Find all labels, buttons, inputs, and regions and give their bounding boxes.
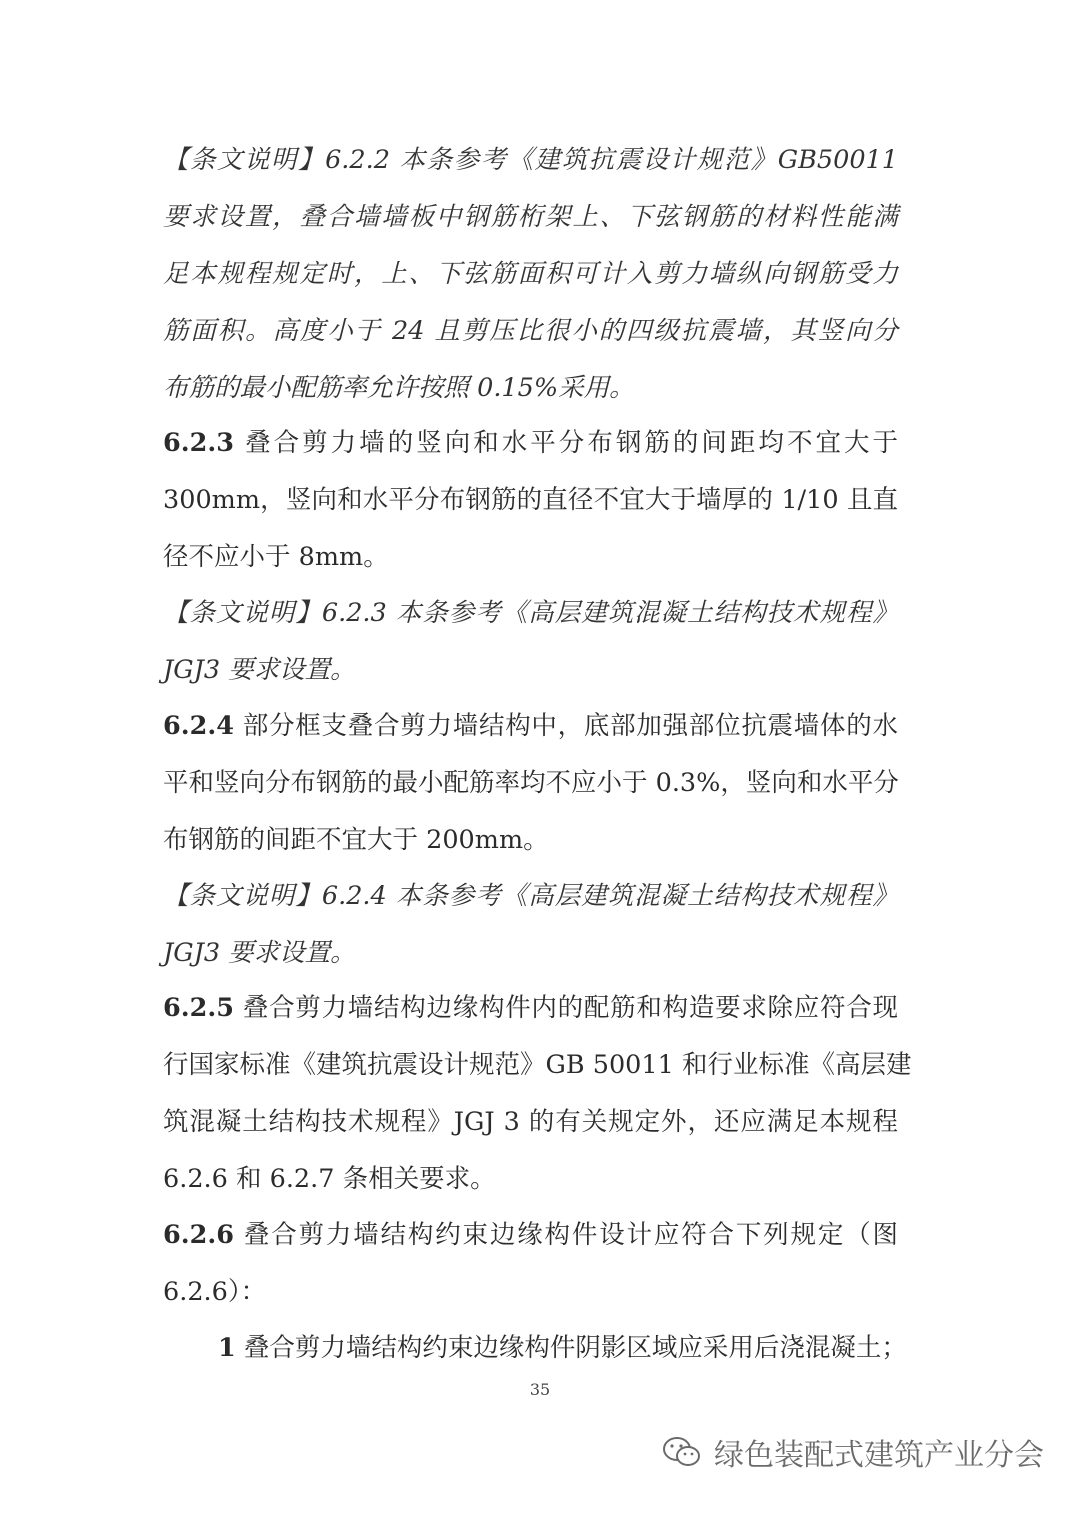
clause-number: 6.2.5 — [163, 993, 234, 1023]
clause-text: 叠合剪力墙的竖向和水平分布钢筋的间距均不宜大于 — [233, 428, 898, 458]
clause-number: 6.2.4 — [163, 711, 234, 741]
page-number: 35 — [529, 1380, 551, 1399]
note-6-2-3 — [163, 585, 898, 699]
clause-number: 6.2.3 — [163, 428, 234, 458]
clause-line: 布钢筋的间距不宜大于 200mm。 — [163, 825, 549, 855]
clause-text: 叠合剪力墙结构约束边缘构件设计应符合下列规定（图 — [233, 1220, 898, 1250]
clause-6-2-3 — [163, 415, 898, 586]
note-line: JGJ3 要求设置。 — [163, 655, 356, 685]
clause-line: 6.2.6 和 6.2.7 条相关要求。 — [163, 1164, 496, 1194]
list-item-1 — [218, 1320, 907, 1377]
note-line: 【条文说明】6.2.2 本条参考《建筑抗震设计规范》GB50011 — [163, 145, 898, 175]
item-number: 1 — [218, 1333, 236, 1363]
note-line: 要求设置，叠合墙墙板中钢筋桁架上、下弦钢筋的材料性能满 — [163, 202, 898, 232]
watermark — [662, 1430, 1044, 1474]
clause-line: 平和竖向分布钢筋的最小配筋率均不应小于 0.3%，竖向和水平分 — [163, 768, 899, 798]
clause-line — [163, 698, 898, 755]
clause-line — [163, 415, 898, 472]
note-line: 足本规程规定时，上、下弦筋面积可计入剪力墙纵向钢筋受力 — [163, 259, 898, 289]
note-line: 筋面积。高度小于 24 且剪压比很小的四级抗震墙，其竖向分 — [163, 316, 898, 346]
clause-line: 300mm，竖向和水平分布钢筋的直径不宜大于墙厚的 1/10 且直 — [163, 485, 898, 515]
clause-6-2-5 — [163, 980, 912, 1208]
clause-6-2-4 — [163, 698, 898, 869]
clause-line — [163, 980, 898, 1037]
clause-line: 行国家标准《建筑抗震设计规范》GB 50011 和行业标准《高层建 — [163, 1050, 912, 1080]
clause-line: 筑混凝土结构技术规程》JGJ 3 的有关规定外，还应满足本规程 — [163, 1107, 898, 1137]
note-line: 【条文说明】6.2.3 本条参考《高层建筑混凝土结构技术规程》 — [163, 598, 898, 628]
watermark-text: 绿色装配式建筑产业分会 — [714, 1438, 1044, 1473]
clause-line: 径不应小于 8mm。 — [163, 542, 389, 572]
clause-text: 叠合剪力墙结构边缘构件内的配筋和构造要求除应符合现 — [233, 993, 898, 1023]
item-text: 叠合剪力墙结构约束边缘构件阴影区域应采用后浇混凝土； — [235, 1333, 907, 1363]
clause-line — [163, 1207, 898, 1264]
note-line: 【条文说明】6.2.4 本条参考《高层建筑混凝土结构技术规程》 — [163, 881, 898, 911]
clause-text: 部分框支叠合剪力墙结构中，底部加强部位抗震墙体的水 — [233, 711, 898, 741]
clause-number: 6.2.6 — [163, 1220, 234, 1250]
note-6-2-4 — [163, 868, 898, 982]
note-line: 布筋的最小配筋率允许按照 0.15%采用。 — [163, 373, 635, 403]
wechat-icon — [662, 1435, 702, 1469]
note-6-2-2 — [163, 132, 898, 417]
note-line: JGJ3 要求设置。 — [163, 938, 356, 968]
clause-6-2-6 — [163, 1207, 898, 1321]
clause-line: 6.2.6）： — [163, 1277, 267, 1307]
